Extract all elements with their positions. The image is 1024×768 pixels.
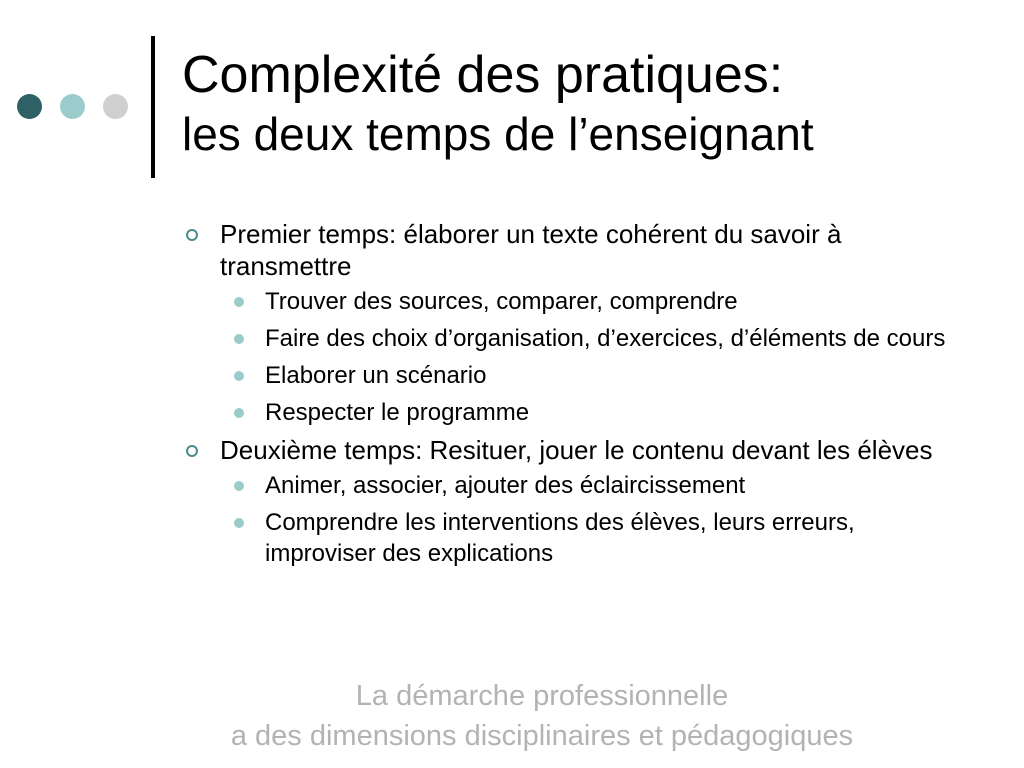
- sub-bullet-item: [183, 323, 963, 354]
- sub-bullet-text: Faire des choix d’organisation, d’exercices, d’éléments de cours: [265, 325, 946, 352]
- dot-bullet-icon: [234, 408, 244, 418]
- gray-dot-icon: [103, 94, 128, 119]
- ring-bullet-icon: [186, 445, 198, 457]
- sub-bullet-item: [183, 397, 963, 428]
- sub-bullet-item: [183, 360, 963, 391]
- sub-bullet-list-1: [183, 286, 963, 428]
- dot-bullet-icon: [234, 334, 244, 344]
- slide-footer: [0, 676, 1024, 756]
- title-line-1: Complexité des pratiques:: [182, 46, 784, 104]
- sub-bullet-text: Trouver des sources, comparer, comprendre: [265, 288, 738, 315]
- dot-bullet-icon: [234, 518, 244, 528]
- teal-dot-icon: [60, 94, 85, 119]
- sub-bullet-text: Respecter le programme: [265, 399, 530, 426]
- title-line-2: les deux temps de l’enseignant: [182, 108, 814, 160]
- sub-bullet-text: Comprendre les interventions des élèves, leurs erreurs, improviser des explications: [265, 509, 855, 567]
- sub-bullet-item: [183, 507, 963, 569]
- sub-bullet-text: Elaborer un scénario: [265, 362, 487, 389]
- sub-bullet-item: [183, 286, 963, 317]
- bullet-item-1: [183, 218, 963, 282]
- bullet-text: Deuxième temps: Resituer, jouer le contenu devant les élèves: [220, 435, 933, 465]
- dot-bullet-icon: [234, 371, 244, 381]
- footer-line-2: a des dimensions disciplinaires et pédagogiques: [230, 720, 854, 752]
- slide-title: [182, 44, 1002, 162]
- bullet-item-2: [183, 434, 963, 466]
- sub-bullet-list-2: [183, 470, 963, 569]
- sub-bullet-text: Animer, associer, ajouter des éclaircissement: [265, 472, 746, 499]
- title-divider: [151, 36, 155, 178]
- dot-bullet-icon: [234, 481, 244, 491]
- dark-dot-icon: [17, 94, 42, 119]
- bullet-content: [183, 218, 963, 575]
- sub-bullet-item: [183, 470, 963, 501]
- decorative-dots: [17, 94, 128, 119]
- dot-bullet-icon: [234, 297, 244, 307]
- footer-line-1: La démarche professionnelle: [355, 680, 729, 712]
- bullet-text: Premier temps: élaborer un texte cohérent du savoir à transmettre: [220, 219, 842, 281]
- ring-bullet-icon: [186, 229, 198, 241]
